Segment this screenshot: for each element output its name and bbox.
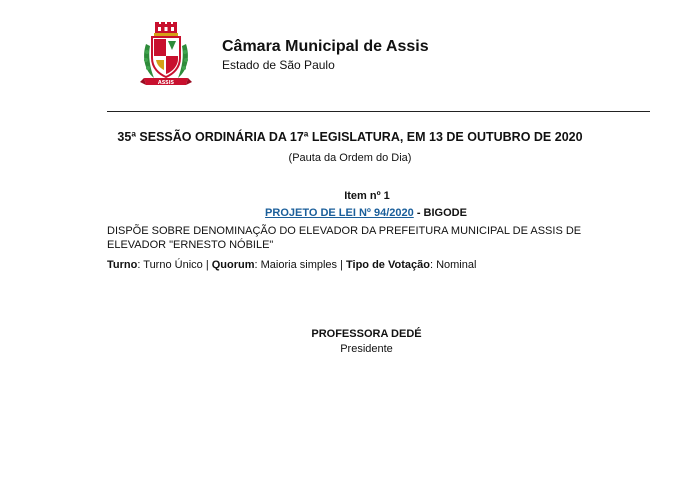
- turno-value: : Turno Único |: [137, 259, 212, 271]
- item-label: Item nº 1: [344, 190, 390, 202]
- crest-ribbon-text: ASSIS: [157, 79, 175, 86]
- signer-name: PROFESSORA DEDÉ: [311, 328, 422, 340]
- session-subtitle: (Pauta da Ordem do Dia): [288, 152, 412, 164]
- votacao-value: : Nominal: [429, 259, 477, 271]
- votacao-label: Tipo de Votação: [346, 259, 430, 271]
- project-link[interactable]: PROJETO DE LEI Nº 94/2020: [265, 207, 414, 219]
- voting-details: [107, 258, 476, 272]
- project-author: - BIGODE: [413, 207, 467, 219]
- header-divider: [107, 111, 650, 112]
- organization-name: Câmara Municipal de Assis: [222, 38, 429, 55]
- quorum-value: : Maioria simples |: [254, 259, 347, 271]
- organization-header: [222, 37, 429, 73]
- coat-of-arms-icon: [140, 22, 192, 88]
- quorum-label: Quorum: [211, 259, 255, 271]
- session-title: 35ª SESSÃO ORDINÁRIA DA 17ª LEGISLATURA, EM 13 DE OUTUBRO DE 2020: [117, 130, 583, 144]
- signer-role: Presidente: [340, 343, 393, 355]
- turno-label: Turno: [107, 259, 138, 271]
- project-line: [0, 206, 700, 220]
- project-description: DISPÕE SOBRE DENOMINAÇÃO DO ELEVADOR DA PREFEITURA MUNICIPAL DE ASSIS DE ELEVADOR "ERNESTO NÓBILE": [107, 225, 582, 251]
- organization-state: Estado de São Paulo: [222, 58, 335, 72]
